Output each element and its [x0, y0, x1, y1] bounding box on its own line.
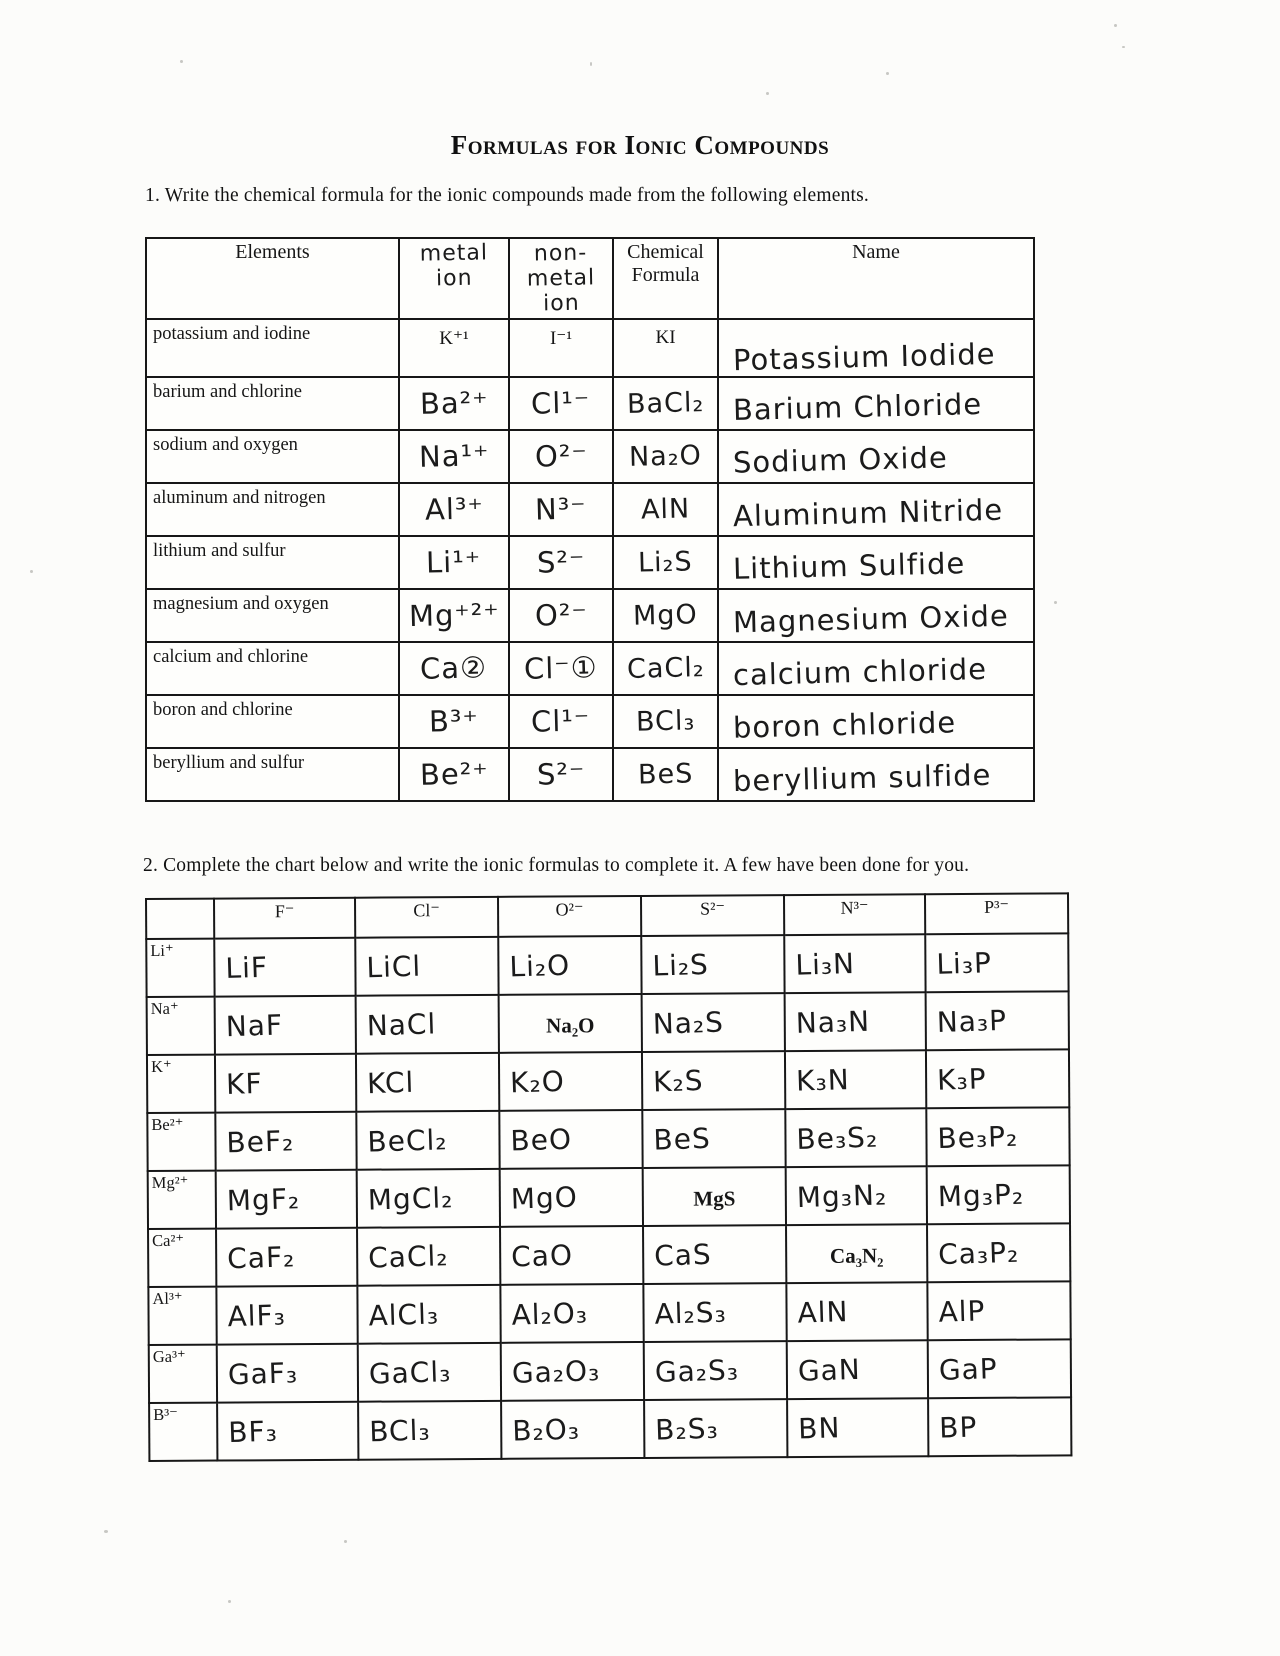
table-row [146, 536, 1034, 589]
chart-corner-cell [146, 899, 214, 939]
chart-row [147, 1107, 1069, 1171]
elements-label [146, 430, 399, 483]
table1-header-metal-ion [399, 238, 509, 319]
metal-ion-value: K⁺¹ [439, 328, 469, 349]
table-row [146, 748, 1034, 801]
formula-cell [927, 1165, 1070, 1224]
cation-header [147, 997, 215, 1055]
table1-header-nonmetal-ion [509, 238, 613, 319]
compound-name-value: boron chloride [732, 705, 957, 745]
formula-cell [641, 935, 784, 994]
formula-cell [214, 938, 355, 997]
name-cell [718, 642, 1034, 695]
formula-value: MgF₂ [226, 1181, 301, 1217]
compound-name-value: Magnesium Oxide [732, 598, 1010, 640]
scan-speckle [228, 1600, 231, 1603]
formula-cell [785, 1050, 926, 1109]
formula-cell [785, 1108, 926, 1167]
formula-cell [786, 1224, 927, 1283]
metal-ion-cell [399, 319, 509, 377]
metal-ion-value: Be²⁺ [419, 756, 489, 792]
metal-ion-value: B³⁺ [428, 703, 480, 739]
anion-header [925, 893, 1068, 934]
formula-cell [358, 1401, 501, 1460]
formula-cell [500, 1284, 643, 1343]
formula-cell [500, 1168, 643, 1227]
formula-value: GaP [938, 1351, 999, 1387]
page-title: Formulas for Ionic Compounds [450, 130, 830, 160]
formula-value: Ga₂S₃ [654, 1352, 740, 1389]
cation-header [147, 1113, 215, 1171]
formula-cell [355, 937, 498, 996]
formula-cell [499, 1052, 642, 1111]
formula-value: Mg₃N₂ [796, 1177, 888, 1214]
formula-value: BP [938, 1409, 978, 1445]
formula-cell [926, 1049, 1069, 1108]
chart-header-row [146, 893, 1068, 939]
chart-row [149, 1339, 1071, 1403]
nonmetal-ion-value: S²⁻ [536, 756, 586, 792]
instruction-1: 1. Write the chemical formula for the ionic compounds made from the following elements. [145, 185, 870, 206]
metal-ion-value: Mg⁺²⁺ [408, 596, 500, 634]
cation-header [148, 1287, 216, 1345]
formula-cell [499, 994, 642, 1053]
nonmetal-ion-value: O²⁻ [534, 597, 588, 633]
cation-label: Al³⁺ [152, 1288, 183, 1308]
anion-label: N³⁻ [840, 897, 869, 918]
formula-value: LiCl [365, 949, 422, 984]
cation-label: Li⁺ [150, 940, 174, 960]
elements-label [146, 536, 399, 589]
header-label: Name [852, 241, 900, 263]
formula-cell [613, 319, 718, 377]
elements-text: lithium and sulfur [153, 541, 286, 561]
name-cell [718, 748, 1034, 801]
elements-text: magnesium and oxygen [153, 594, 329, 614]
formula-cell [613, 536, 718, 589]
formula-value: BeS [652, 1121, 712, 1157]
compound-name-value: beryllium sulfide [732, 757, 992, 799]
compound-name-value: Barium Chloride [732, 386, 983, 428]
table1-header-name [718, 238, 1034, 319]
formula-value: KCl [366, 1065, 415, 1100]
formula-value: Li₂S [637, 546, 694, 579]
scan-speckle [1054, 601, 1057, 604]
formula-cell [613, 695, 718, 748]
formula-cell [216, 1228, 357, 1287]
anion-header [498, 896, 641, 937]
formula-cell [613, 642, 718, 695]
nonmetal-ion-cell [509, 748, 613, 801]
anion-label: O²⁻ [555, 899, 584, 920]
table-row [146, 589, 1034, 642]
formula-value: AlCl₃ [368, 1296, 440, 1332]
scan-speckle [1122, 46, 1125, 48]
table1-header-row [146, 238, 1034, 319]
formula-value: B₂S₃ [654, 1411, 720, 1447]
cation-header [146, 939, 214, 997]
metal-ion-value: Na¹⁺ [418, 438, 490, 474]
formula-cell [358, 1343, 501, 1402]
elements-label [146, 589, 399, 642]
formula-cell [787, 1340, 928, 1399]
formula-cell [643, 1167, 786, 1226]
metal-ion-value: Ca② [420, 650, 488, 686]
metal-ion-value: Li¹⁺ [426, 544, 482, 580]
formula-value: MgO [510, 1180, 579, 1216]
elements-label [146, 695, 399, 748]
header-label: Formula [631, 264, 700, 286]
metal-ion-cell [399, 589, 509, 642]
formula-cell [784, 934, 925, 993]
formula-value: LiF [224, 950, 269, 985]
formula-value: NaCl [366, 1006, 437, 1042]
formula-cell [357, 1285, 500, 1344]
scan-speckle [1114, 24, 1117, 27]
formula-value: Al₂S₃ [654, 1295, 728, 1331]
table-row [146, 642, 1034, 695]
formula-value: BeF₂ [226, 1123, 295, 1159]
label-line: non-metal [526, 240, 596, 292]
nonmetal-ion-cell [509, 695, 613, 748]
table-row [146, 483, 1034, 536]
label-line: metal [419, 240, 489, 267]
elements-label [146, 377, 399, 430]
elements-text: beryllium and sulfur [153, 753, 305, 773]
formula-value: Ga₂O₃ [511, 1353, 601, 1390]
formula-value: KI [655, 327, 676, 348]
formula-cell [787, 1398, 928, 1457]
cation-header [149, 1403, 217, 1461]
chart-row [148, 1281, 1070, 1345]
formula-value: Li₂O [508, 948, 571, 984]
formula-cell [613, 748, 718, 801]
formula-cell [926, 1107, 1069, 1166]
formula-cell [613, 483, 718, 536]
metal-ion-value: Al³⁺ [424, 491, 484, 527]
formula-cell [356, 1053, 499, 1112]
scan-speckle [344, 1540, 347, 1543]
chart-row [146, 933, 1068, 997]
anion-label: F⁻ [274, 901, 295, 922]
formula-value-preprinted: Na₂O [546, 1012, 595, 1038]
compound-name-value: Sodium Oxide [732, 440, 949, 480]
metal-ion-cell [399, 430, 509, 483]
formula-value-preprinted: MgS [693, 1185, 736, 1211]
formula-value: Na₂O [628, 440, 703, 473]
header-label: Elements [235, 241, 310, 263]
label-line: ion [435, 265, 473, 292]
formula-cell [613, 430, 718, 483]
formula-cell [613, 589, 718, 642]
nonmetal-ion-cell [509, 377, 613, 430]
nonmetal-ion-cell [509, 483, 613, 536]
elements-text: barium and chlorine [153, 382, 302, 402]
formula-value: CaO [510, 1238, 574, 1274]
formula-value: BeO [509, 1122, 573, 1158]
anion-header [355, 897, 498, 938]
formula-cell [925, 933, 1068, 992]
nonmetal-ion-cell [509, 319, 613, 377]
table1-header-chemical-formula [613, 238, 718, 319]
formula-value: BCl₃ [635, 705, 696, 738]
formula-cell [928, 1339, 1071, 1398]
formula-cell [644, 1399, 787, 1458]
formula-value: Li₃P [935, 945, 993, 981]
table-row [146, 319, 1034, 377]
cation-label: Ca²⁺ [152, 1230, 185, 1250]
table-row [146, 695, 1034, 748]
cation-header [148, 1171, 216, 1229]
elements-text: sodium and oxygen [153, 435, 298, 455]
ionic-compounds-table [145, 237, 1035, 802]
formula-value: BN [797, 1410, 841, 1446]
formula-value: AlP [938, 1293, 986, 1329]
formula-cell [643, 1283, 786, 1342]
chart-row [147, 991, 1069, 1055]
scan-speckle [766, 92, 769, 95]
formula-value: GaCl₃ [368, 1354, 452, 1391]
formula-value-preprinted: Ca₃N₂ [829, 1242, 884, 1268]
cation-label: Ga³⁺ [152, 1346, 186, 1366]
nonmetal-ion-value: Cl⁻① [523, 650, 599, 686]
formula-cell [216, 1286, 357, 1345]
formula-value: Na₂S [652, 1005, 725, 1041]
formula-value: Li₂S [651, 947, 710, 983]
formula-value: B₂O₃ [511, 1412, 581, 1448]
metal-ion-cell [399, 642, 509, 695]
formula-cell [786, 1282, 927, 1341]
formula-value: KF [225, 1066, 264, 1101]
formula-value: Li₃N [794, 946, 856, 982]
anion-header [214, 898, 355, 939]
header-label: Chemical [627, 241, 704, 263]
formula-value: Be₃P₂ [936, 1119, 1019, 1155]
cation-header [147, 1055, 215, 1113]
name-cell [718, 430, 1034, 483]
formula-value: BeCl₂ [367, 1122, 448, 1159]
cation-label: Na⁺ [150, 998, 179, 1018]
formula-value: AlF₃ [227, 1297, 287, 1333]
anion-header [784, 894, 925, 935]
nonmetal-ion-handwritten-label [515, 240, 606, 317]
table-row [146, 377, 1034, 430]
table1-header-elements [146, 238, 399, 319]
name-cell [718, 589, 1034, 642]
label-line: ion [542, 290, 580, 317]
nonmetal-ion-cell [509, 430, 613, 483]
scan-speckle [886, 72, 889, 75]
elements-text: potassium and iodine [153, 324, 311, 344]
scan-speckle [104, 1530, 108, 1533]
ionic-formulas-chart [145, 892, 1072, 1462]
formula-cell [642, 1051, 785, 1110]
formula-cell [642, 993, 785, 1052]
formula-cell [217, 1402, 358, 1461]
scan-speckle [590, 62, 592, 66]
formula-value: BF₃ [227, 1414, 279, 1449]
formula-value: CaF₂ [226, 1239, 296, 1275]
formula-value: CaS [653, 1237, 713, 1273]
cation-label: K⁺ [150, 1056, 172, 1076]
nonmetal-ion-value: S²⁻ [536, 544, 586, 580]
formula-cell [644, 1341, 787, 1400]
formula-value: NaF [225, 1007, 284, 1043]
nonmetal-ion-value: I⁻¹ [549, 328, 573, 349]
formula-cell [356, 1111, 499, 1170]
metal-ion-cell [399, 748, 509, 801]
formula-value: K₃P [936, 1061, 988, 1097]
formula-cell [215, 996, 356, 1055]
metal-ion-cell [399, 377, 509, 430]
anion-label: S²⁻ [700, 898, 726, 919]
nonmetal-ion-cell [509, 536, 613, 589]
formula-value: MgCl₂ [367, 1180, 454, 1217]
scan-speckle [30, 570, 33, 573]
chart-row [147, 1049, 1069, 1113]
formula-value: BCl₃ [368, 1413, 432, 1448]
formula-value: CaCl₂ [367, 1238, 449, 1275]
compound-name-value: Lithium Sulfide [732, 546, 966, 586]
name-cell [718, 536, 1034, 589]
name-cell [718, 319, 1034, 377]
anion-label: P³⁻ [984, 896, 1010, 917]
nonmetal-ion-value: N³⁻ [534, 491, 588, 527]
formula-cell [357, 1169, 500, 1228]
formula-cell [217, 1344, 358, 1403]
nonmetal-ion-cell [509, 642, 613, 695]
formula-cell [613, 377, 718, 430]
chart-row [149, 1397, 1071, 1461]
cation-label: Be²⁺ [151, 1114, 184, 1134]
formula-cell [215, 1112, 356, 1171]
nonmetal-ion-value: O²⁻ [534, 438, 588, 474]
formula-cell [927, 1223, 1070, 1282]
elements-label [146, 748, 399, 801]
formula-value: Mg₃P₂ [937, 1177, 1025, 1213]
formula-value: K₃N [795, 1062, 851, 1098]
elements-text: aluminum and nitrogen [153, 488, 326, 508]
scan-speckle [180, 60, 183, 63]
metal-ion-value: Ba²⁺ [419, 385, 489, 421]
formula-value: GaF₃ [227, 1355, 299, 1391]
formula-cell [216, 1170, 357, 1229]
metal-ion-cell [399, 536, 509, 589]
formula-value: Be₃S₂ [795, 1120, 879, 1156]
formula-value: K₂O [509, 1064, 566, 1099]
formula-value: K₂S [652, 1063, 704, 1099]
instruction-2: 2. Complete the chart below and write the ionic formulas to complete it. A few have been done for you. [143, 855, 970, 876]
formula-cell [215, 1054, 356, 1113]
elements-label [146, 319, 399, 377]
formula-cell [785, 992, 926, 1051]
formula-cell [928, 1397, 1071, 1456]
formula-value: Na₃P [936, 1003, 1008, 1039]
elements-text: boron and chlorine [153, 700, 293, 720]
formula-value: AlN [797, 1294, 849, 1330]
formula-cell [501, 1400, 644, 1459]
formula-value: Na₃N [795, 1004, 871, 1040]
elements-text: calcium and chlorine [153, 647, 309, 667]
chart-row [148, 1223, 1070, 1287]
formula-value: GaN [797, 1352, 862, 1388]
formula-cell [926, 991, 1069, 1050]
compound-name-value: calcium chloride [732, 651, 988, 693]
nonmetal-ion-cell [509, 589, 613, 642]
elements-label [146, 483, 399, 536]
cation-label: Mg²⁺ [151, 1172, 189, 1192]
formula-value: Ca₃P₂ [937, 1235, 1020, 1271]
formula-cell [498, 936, 641, 995]
metal-ion-cell [399, 695, 509, 748]
formula-cell [499, 1110, 642, 1169]
metal-ion-handwritten-label [419, 240, 488, 291]
cation-header [149, 1345, 217, 1403]
elements-label [146, 642, 399, 695]
formula-value: CaCl₂ [626, 652, 705, 685]
table-row [146, 430, 1034, 483]
name-cell [718, 695, 1034, 748]
formula-cell [643, 1225, 786, 1284]
formula-value: BeS [637, 758, 694, 791]
formula-cell [357, 1227, 500, 1286]
compound-name-value: Aluminum Nitride [732, 492, 1004, 534]
nonmetal-ion-value: Cl¹⁻ [530, 703, 592, 739]
name-cell [718, 377, 1034, 430]
anion-label: Cl⁻ [413, 900, 440, 921]
formula-cell [642, 1109, 785, 1168]
nonmetal-ion-value: Cl¹⁻ [530, 385, 592, 421]
formula-cell [927, 1281, 1070, 1340]
formula-cell [500, 1226, 643, 1285]
formula-value: BaCl₂ [626, 387, 705, 420]
formula-cell [356, 995, 499, 1054]
formula-value: MgO [632, 599, 699, 632]
metal-ion-cell [399, 483, 509, 536]
cation-header [148, 1229, 216, 1287]
formula-cell [501, 1342, 644, 1401]
cation-label: B³⁻ [153, 1404, 178, 1424]
anion-header [641, 895, 784, 936]
name-cell [718, 483, 1034, 536]
chart-row [148, 1165, 1070, 1229]
formula-value: Al₂O₃ [511, 1295, 589, 1332]
formula-value: AlN [640, 493, 691, 526]
compound-name-value: Potassium Iodide [732, 336, 996, 378]
formula-cell [786, 1166, 927, 1225]
